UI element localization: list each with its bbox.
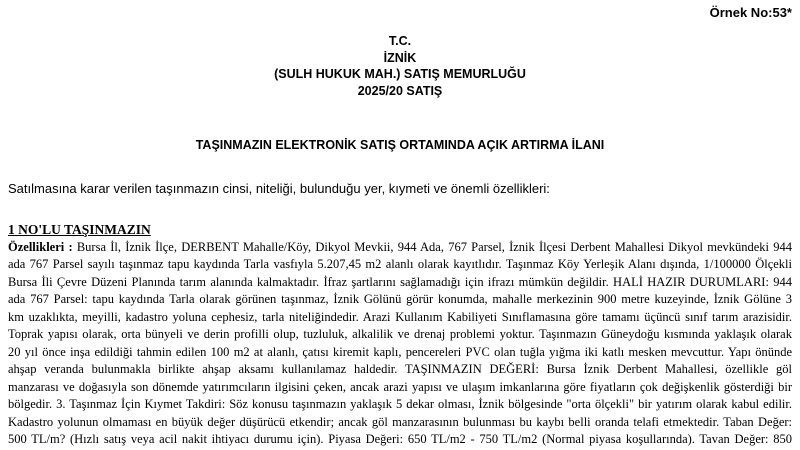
header-file-number: 2025/20 SATIŞ (357, 83, 443, 98)
description-line: ahşap veranda bulunmakla birlikte ahşap aksamı kullanılamaz haldedir. TAŞINMAZIN DEĞERİ: Bursa İznik Derbent Mahallesi, özellikle göl (8, 362, 792, 377)
description-line: Bursa İli Çevre Düzeni Planında tarım alanında kalmaktadır. İfraz şartlarını sağlamadığı için ifrazı mümkün değildir. HALİ HAZIR DURUMLARI: 944 (8, 274, 792, 289)
property-description (8, 239, 792, 448)
description-line: Kadastro yolunun olmaması en büyük değer düşürücü etkendir; ancak göl manzarasının bulunması bu kaybı belli oranda telafi etmektedir. Taban Değer: (8, 414, 792, 429)
description-line: bölgedir. 3. Taşınmaz İçin Kıymet Takdiri: Söz konusu taşınmazın yaklaşık 5 dekar olması, İznik bölgesinde "orta ölçekli" bir yatırım olarak kabul edilir. (8, 397, 792, 412)
description-line: ada 767 Parsel sayılı taşınmaz tapu kaydında Tarla vasfıyla 5.207,45 m2 alanlı olarak kayıtlıdır. Taşınmaz Köy Yerleşik Alanı dışında, 1/100000 Ölçekli (8, 257, 792, 272)
intro-paragraph: Satılmasına karar verilen taşınmazın cinsi, niteliği, bulunduğu yer, kıymeti ve önemli özellikleri: (8, 181, 550, 196)
description-line: manzarası ve doğasıyla son dönemde yatırımcıların ilgisini çeken, ancak arazi yapısı ve ulaşım imkanlarına göre fiyatların çok değişkenlik gösterdiği bir (8, 379, 792, 394)
header-district: İZNİK (383, 50, 417, 65)
notice-title: TAŞINMAZIN ELEKTRONİK SATIŞ ORTAMINDA AÇIK ARTIRMA İLANI (195, 138, 605, 152)
header-office: (SULH HUKUK MAH.) SATIŞ MEMURLUĞU (274, 67, 526, 81)
description-line: Toprak yapısı olarak, orta bünyeli ve derin profilli olup, tuzluluk, alkalilik ve drenaj problemi yoktur. Taşınmazın Güneydoğu kısmında yaklaşık olarak (8, 327, 792, 342)
description-line: ada 767 Parsel: tapu kaydında Tarla olarak görünen taşınmaz, İznik Gölünü görür konumda, mahalle merkezinin 900 metre kuzeyinde, İznik Gölüne 3 (8, 292, 792, 307)
form-number: Örnek No:53* (709, 5, 792, 20)
header-country: T.C. (388, 34, 412, 48)
document-header (0, 33, 800, 99)
description-line: 500 TL/m? (Hızlı satış veya acil nakit ihtiyacı durumu için). Piyasa Değeri: 650 TL/m2 - 750 TL/m2 (Normal piyasa koşullarında). Tavan Değer: 850 (8, 431, 792, 446)
description-line: km uzaklıkta, meyilli, kadastro yoluna cephesiz, tarla niteliğindedir. Arazi Kullanım Kabiliyeti Sınıflamasına göre tamamı üçüncü sınıf tarım arazisidir. (8, 309, 792, 324)
description-line: 20 yıl önce inşa edildiği tahmin edilen 100 m2 at alanlı, çatısı kiremit kaplı, pencereleri PVC olan tuğla yığma iki katlı mesken mevcuttur. Yapı önünde (8, 344, 792, 359)
features-label: Özellikleri : (8, 240, 73, 254)
description-line: Özellikleri : Bursa İl, İznik İlçe, DERBENT Mahalle/Köy, Dikyol Mevkii, 944 Ada, 767 Parsel, İznik İlçesi Derbent Mahallesi Dikyol mevkündeki 944 (8, 240, 792, 254)
property-heading: 1 NO'LU TAŞINMAZIN (8, 222, 151, 237)
